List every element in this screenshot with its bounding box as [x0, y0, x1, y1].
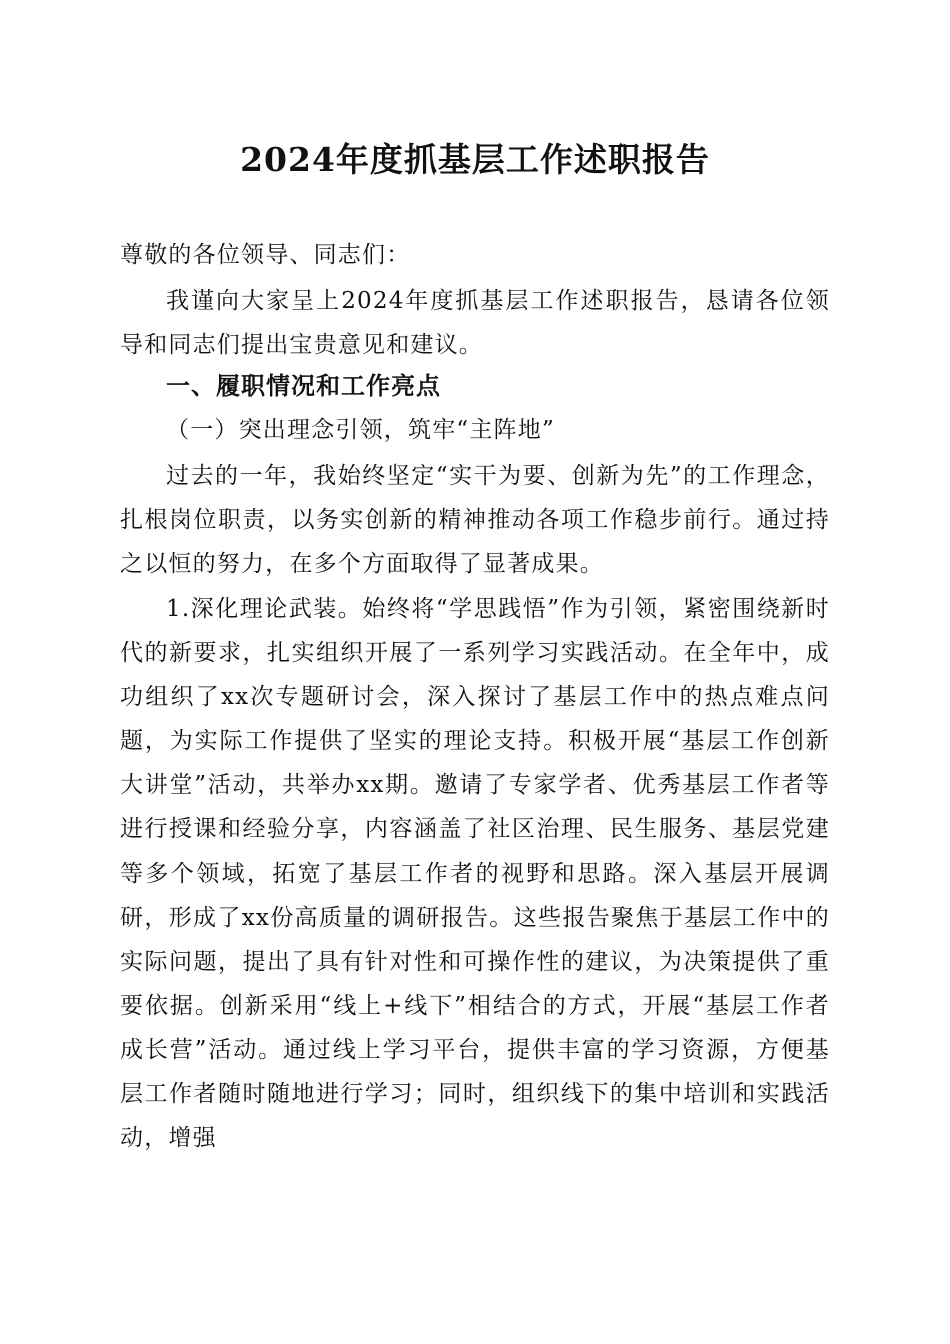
- item1-paragraph: 1.深化理论武装。始终将“学思践悟”作为引领，紧密围绕新时代的新要求，扎实组织开展了一系列学习实践活动。在全年中，成功组织了xx次专题研讨会，深入探讨了基层工作中的热点难点问题，为实际工作提供了坚实的理论支持。积极开展“基层工作创新大讲堂”活动，共举办xx期。邀请了专家学者、优秀基层工作者等进行授课和经验分享，内容涵盖了社区治理、民生服务、基层党建等多个领域，拓宽了基层工作者的视野和思路。深入基层开展调研，形成了xx份高质量的调研报告。这些报告聚焦于基层工作中的实际问题，提出了具有针对性和可操作性的建议，为决策提供了重要依据。创新采用“线上+线下”相结合的方式，开展“基层工作者成长营”活动。通过线上学习平台，提供丰富的学习资源，方便基层工作者随时随地进行学习；同时，组织线下的集中培训和实践活动，增强: [120, 596, 830, 1152]
- overview-paragraph: 过去的一年，我始终坚定“实干为要、创新为先”的工作理念，扎根岗位职责，以务实创新的精神推动各项工作稳步前行。通过持之以恒的努力，在多个方面取得了显著成果。: [120, 463, 830, 578]
- document-title: 2024年度抓基层工作述职报告: [240, 140, 710, 179]
- salutation: 尊敬的各位领导、同志们：: [120, 242, 411, 268]
- intro-paragraph: 我谨向大家呈上2024年度抓基层工作述职报告，恳请各位领导和同志们提出宝贵意见和建议。: [120, 288, 830, 359]
- subsection-heading: （一）突出理念引领，筑牢“主阵地”: [166, 417, 555, 443]
- section-heading: 一、履职情况和工作亮点: [166, 372, 441, 400]
